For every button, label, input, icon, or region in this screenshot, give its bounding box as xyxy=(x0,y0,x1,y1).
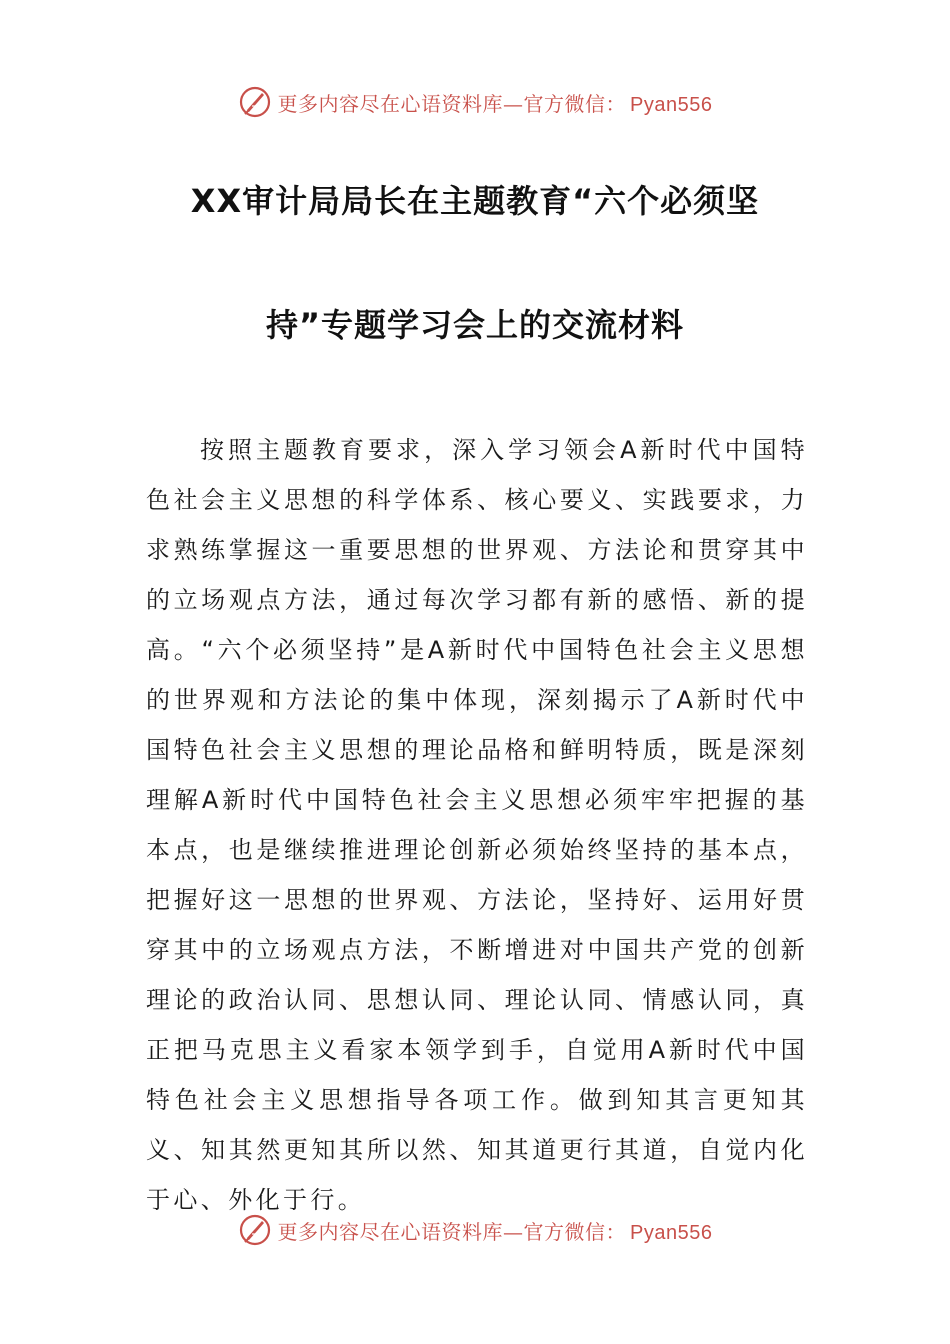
watermark-wechat-id: Pyan556 xyxy=(630,93,713,116)
header-watermark xyxy=(0,82,950,122)
document-title-line-1: XX审计局局长在主题教育“六个必须坚 xyxy=(190,182,760,220)
watermark-label: 更多内容尽在心语资料库—官方微信： xyxy=(277,91,627,116)
quill-logo-icon xyxy=(238,85,272,119)
body-paragraph: 按照主题教育要求，深入学习领会A新时代中国特色社会主义思想的科学体系、核心要义、实践要求，力求熟练掌握这一重要思想的世界观、方法论和贯穿其中的立场观点方法，通过每次学习都有新的感悟、新的提高。“六个必须坚持”是A新时代中国特色社会主义思想的世界观和方法论的集中体现，深刻揭示了A新时代中国特色社会主义思想的理论品格和鲜明特质，既是深刻理解A新时代中国特色社会主义思想必须牢牢把握的基本点，也是继续推进理论创新必须始终坚持的基本点，把握好这一思想的世界观、方法论，坚持好、运用好贯穿其中的立场观点方法，不断增进对中国共产党的创新理论的政治认同、思想认同、理论认同、情感认同，真正把马克思主义看家本领学到手，自觉用A新时代中国特色社会主义思想指导各项工作。做到知其言更知其义、知其然更知其所以然、知其道更行其道，自觉内化于心、外化于行。 xyxy=(146,436,808,1214)
footer-watermark xyxy=(0,1210,950,1250)
watermark-wechat-id: Pyan556 xyxy=(630,1221,713,1244)
watermark-label: 更多内容尽在心语资料库—官方微信： xyxy=(277,1219,627,1244)
document-title-line-2: 持”专题学习会上的交流材料 xyxy=(265,306,685,344)
watermark-text xyxy=(278,1216,713,1245)
watermark-text xyxy=(278,88,713,117)
quill-logo-icon xyxy=(238,1213,272,1247)
